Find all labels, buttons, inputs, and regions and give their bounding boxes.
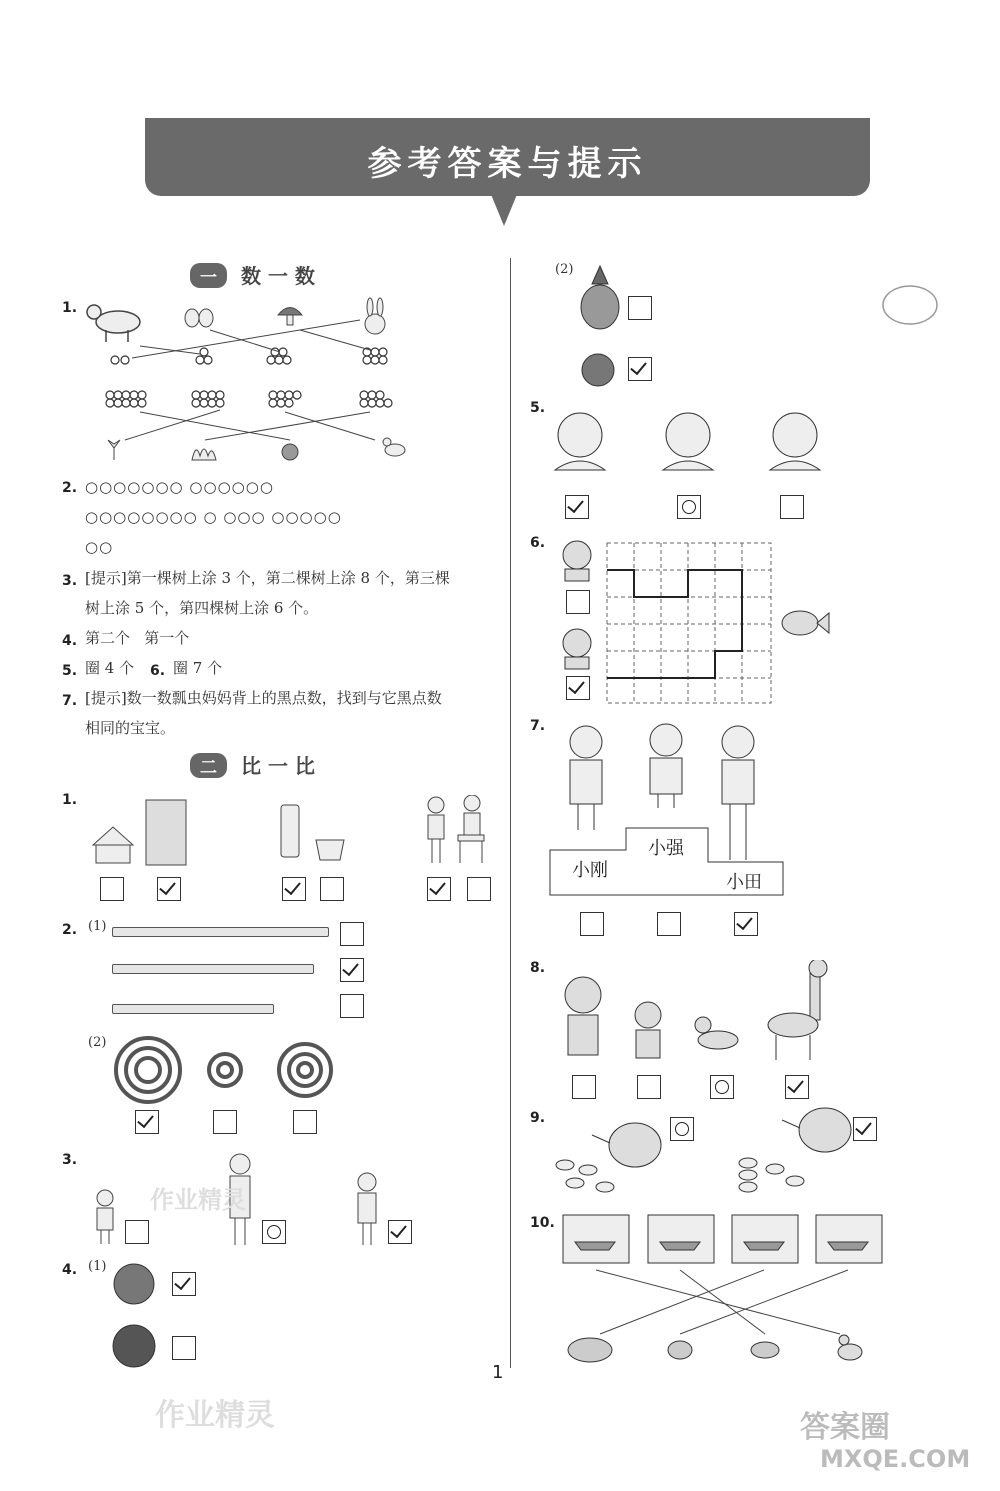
cup-icon [316,840,344,860]
dog-icon [668,1341,692,1359]
goat-icon [87,305,140,342]
question-number: 2. [62,480,78,496]
answer-checkbox-checked [853,1117,877,1141]
monkey-icon [635,1002,661,1058]
answer-checkbox-checked [628,357,652,381]
banner-pointer [490,192,518,226]
butterfly-icon [185,309,213,327]
horse-icon [751,1342,779,1358]
elephant-icon [568,1338,612,1362]
page-title: 参考答案与提示 [367,144,648,184]
answer-checkbox [340,994,364,1018]
boy-icon [722,726,754,860]
question-number: 1. [62,792,78,808]
fish-icon [782,611,829,635]
answer-box-circled [262,1220,286,1244]
circle-row: ○○○○○○○○ ○ ○○○ ○○○○○ [85,508,342,526]
short-girl-icon [97,1190,113,1244]
answer-checkbox-checked [135,1110,159,1134]
question-number: 2. [62,922,78,938]
animals-height-illustration [548,960,838,1065]
circle-row: ○○○○○○○ ○○○○○○ [85,478,274,496]
sub-question-label: (1) [88,919,107,934]
watermark: MXQE.COM [820,1445,971,1473]
girl-face-icon [555,413,605,470]
answer-checkbox [213,1110,237,1134]
rabbit-icon [365,298,385,334]
answer-checkbox [580,912,604,936]
small-coil-icon [209,1054,241,1086]
answer-checkbox-checked [157,877,181,901]
answer-checkbox [340,922,364,946]
boats-animals-matching-illustration [560,1212,890,1372]
counting-matching-illustration [80,290,420,470]
answer-checkbox [320,877,344,901]
rope-bar [112,964,314,974]
answer-checkbox [628,296,652,320]
fruit-illustration [110,1262,160,1372]
cups-icon [556,1160,614,1192]
deer-icon [695,1017,738,1049]
circle-row: ○○ [85,538,114,556]
answer-text: [提示]第一棵树上涂 3 个，第二棵树上涂 8 个，第三棵 [85,569,450,587]
compare-height-illustration [88,795,508,870]
name-label: 小强 [648,838,684,859]
cat-icon [565,977,601,1055]
boy-on-chair-icon [458,795,484,863]
question-number: 4. [62,1262,78,1278]
watermark: 作业精灵 [150,1186,246,1214]
question-number: 7. [62,693,78,709]
question-number: 3. [62,573,78,589]
question-number: 5. [62,663,78,679]
section-heading-one [190,260,315,289]
sub-question-label: (2) [88,1035,107,1050]
section-number: 一 [190,263,227,288]
answer-checkbox-checked [282,877,306,901]
answer-checkbox [125,1220,149,1244]
giraffe-icon [768,960,827,1060]
boy-face-icon [663,413,713,470]
section-number: 二 [190,753,227,778]
house-icon [93,827,133,863]
page-number: 1 [492,1362,504,1383]
boy-face-icon [770,413,820,470]
question-number: 10. [530,1215,555,1231]
answer-box-circled [677,495,701,519]
teapot-icon [592,1123,661,1167]
answer-text: 相同的宝宝。 [85,719,176,737]
question-number: 1. [62,300,78,316]
question-number: 9. [530,1110,546,1126]
maze-grid-illustration [555,533,835,713]
sub-question-label: (1) [88,1259,107,1274]
answer-checkbox [780,495,804,519]
rope-bar [112,1004,274,1014]
section-heading-two [190,750,315,779]
orange-icon [582,354,614,386]
boat-picture [648,1215,714,1263]
answer-checkbox [100,877,124,901]
name-label: 小刚 [572,860,608,881]
pineapple-icon [581,266,619,329]
teapot-icon [782,1108,851,1152]
answer-checkbox-checked [734,912,758,936]
boy-icon [570,726,602,830]
answer-box-circled [670,1117,694,1141]
question-number: 8. [530,960,546,976]
answer-checkbox-checked [340,958,364,982]
question-number: 4. [62,633,78,649]
tulip-icon [108,440,120,460]
answer-checkbox [572,1075,596,1099]
thermos-icon [281,805,299,857]
answer-checkbox [467,877,491,901]
name-label: 小田 [726,872,762,893]
question-number: 7. [530,718,546,734]
answer-text: 树上涂 5 个，第四棵树上涂 6 个。 [85,599,319,617]
mushroom-icon [278,308,302,326]
answer-checkbox-checked [427,877,451,901]
answer-checkbox [657,912,681,936]
answer-checkbox-checked [388,1220,412,1244]
medium-coil-icon [279,1044,331,1096]
question-number: 5. [530,400,546,416]
children-faces-illustration [545,400,825,480]
column-divider [510,258,511,1368]
answer-checkbox [172,1336,196,1360]
boy-icon [650,724,682,808]
building-icon [146,800,186,865]
tomato-icon [114,1264,154,1304]
answer-box-circled [710,1075,734,1099]
boat-picture [563,1215,629,1263]
coil-illustration [110,1035,340,1105]
answer-checkbox-checked [785,1075,809,1099]
watermark: 答案圈 [800,1410,890,1445]
answer-checkbox-checked [565,495,589,519]
section-title: 比 一 比 [241,754,315,778]
cat-icon [563,541,591,581]
cat-icon [563,629,591,669]
section-title: 数 一 数 [241,264,315,288]
boat-picture [732,1215,798,1263]
answer-text: [提示]数一数瓢虫妈妈背上的黑点数，找到与它黑点数 [85,689,442,707]
boat-picture [816,1215,882,1263]
question-number: 3. [62,1152,78,1168]
answer-text: 第二个 第一个 [85,629,190,647]
answer-checkbox-checked [566,676,590,700]
medium-girl-icon [358,1173,376,1245]
watermark: 作业精灵 [155,1398,275,1433]
apple-icon [113,1325,155,1367]
grass-icon [192,449,216,460]
sub-question-label: (2) [555,262,574,277]
rope-bar [112,927,329,937]
question-number: 6. [150,663,166,679]
duck-icon [838,1335,862,1360]
answer-text: 圈 4 个 [85,659,135,677]
fruit-illustration [578,262,628,392]
boy-standing-icon [428,797,444,863]
large-coil-icon [116,1038,180,1102]
answer-checkbox-checked [172,1272,196,1296]
bird-icon [383,438,405,456]
answer-checkbox [637,1075,661,1099]
cups-icon [739,1158,804,1192]
stamp-seal-icon [880,283,940,328]
question-number: 6. [530,535,546,551]
apple-icon [282,444,298,460]
answer-checkbox [293,1110,317,1134]
answer-checkbox [566,590,590,614]
answer-text: 圈 7 个 [173,659,223,677]
teapots-cups-illustration [550,1105,860,1205]
